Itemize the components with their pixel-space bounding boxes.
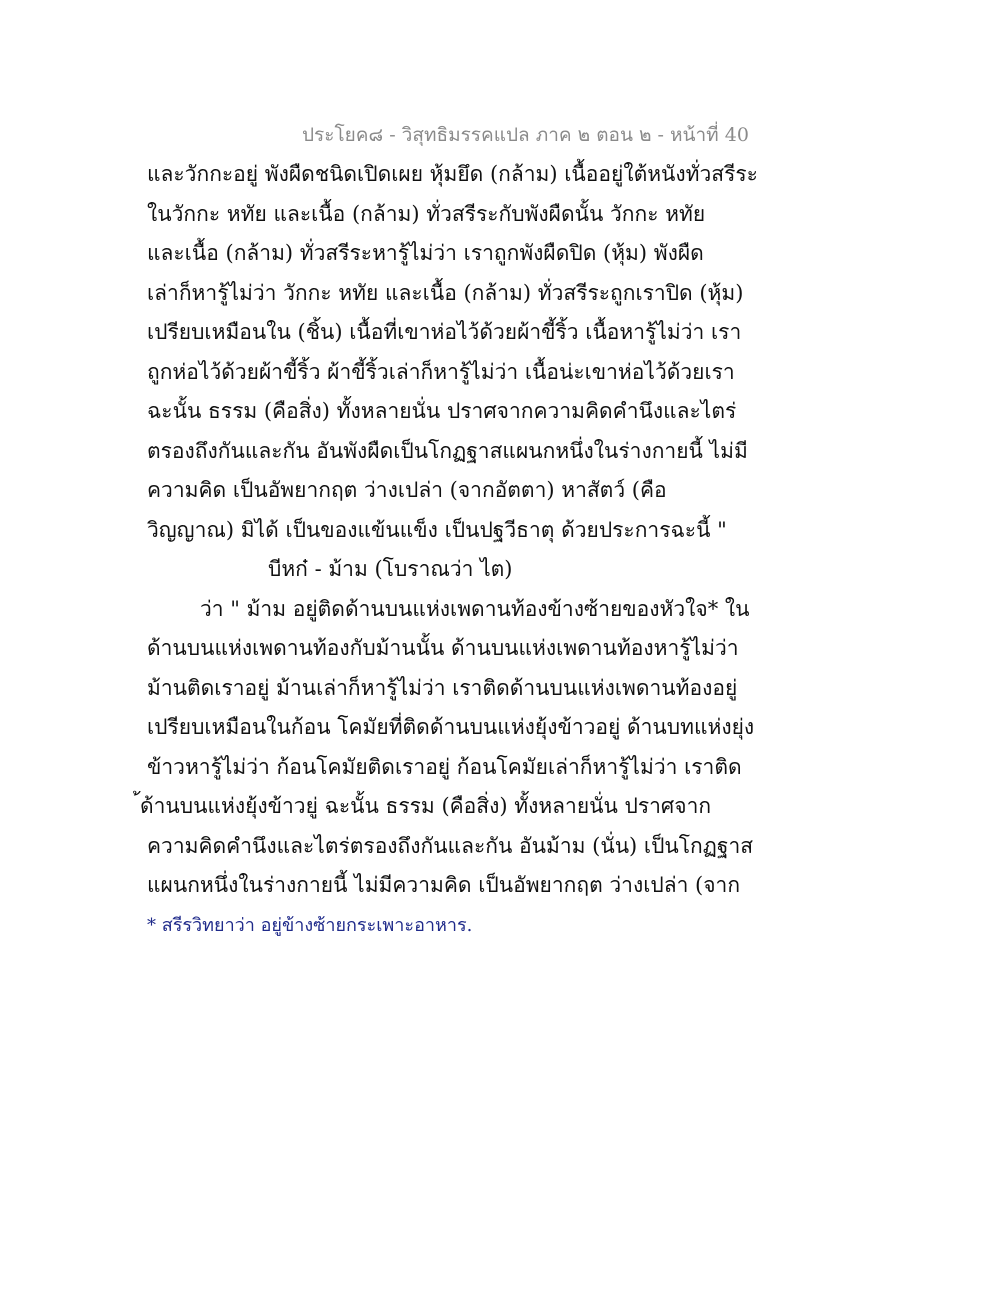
body-line: ความคิดคำนึงและไตร่ตรองถึงกันและกัน อันม้าม (นั่น) เป็นโกฏฐาส <box>147 834 754 858</box>
body-line: ตรองถึงกันและกัน อันพังผืดเป็นโกฏฐาสแผนกหนึ่งในร่างกายนี้ ไม่มี <box>147 439 748 463</box>
body-line: ด้านบนแห่งเพดานท้องกับม้านนั้น ด้านบนแห่งเพดานท้องหารู้ไม่ว่า <box>147 636 739 660</box>
body-line: ความคิด เป็นอัพยากฤต ว่างเปล่า (จากอัตตา) หาสัตว์ (คือ <box>147 478 667 502</box>
body-line: ว่า " ม้าม อยู่ติดด้านบนแห่งเพดานท้องข้างซ้ายของหัวใจ* ใน <box>200 597 750 621</box>
body-line: แผนกหนึ่งในร่างกายนี้ ไม่มีความคิด เป็นอัพยากฤต ว่างเปล่า (จาก <box>147 873 741 897</box>
body-line: ในวักกะ หทัย และเนื้อ (กล้าม) ทั่วสรีระกับพังผืดนั้น วักกะ หทัย <box>147 202 706 226</box>
body-line: และวักกะอยู่ พังผืดชนิดเปิดเผย หุ้มยึด (กล้าม) เนื้ออยู่ใต้หนังทั่วสรีระ <box>147 162 758 186</box>
body-line: และเนื้อ (กล้าม) ทั่วสรีระหารู้ไม่ว่า เราถูกพังผืดปิด (หุ้ม) พังผืด <box>147 241 704 265</box>
body-line: ข้าวหารู้ไม่ว่า ก้อนโคมัยติดเราอยู่ ก้อนโคมัยเล่าก็หารู้ไม่ว่า เราติด <box>147 755 742 779</box>
body-line: ถูกห่อไว้ด้วยผ้าขี้ริ้ว ผ้าขี้ริ้วเล่าก็หารู้ไม่ว่า เนื้อน่ะเขาห่อไว้ด้วยเรา <box>147 360 735 384</box>
body-line: ม้านติดเราอยู่ ม้านเล่าก็หารู้ไม่ว่า เราติดด้านบนแห่งเพดานท้องอยู่ <box>147 676 738 700</box>
body-line: ฉะนั้น ธรรม (คือสิ่ง) ทั้งหลายนั่น ปราศจากความคิดคำนึงและไตร่ <box>147 399 737 423</box>
body-line: เปรียบเหมือนในก้อน โคมัยที่ติดด้านบนแห่งยุ้งข้าวอยู่ ด้านบทแห่งยุ่ง <box>147 715 755 739</box>
running-header: ประโยค๘ - วิสุทธิมรรคแปล ภาค ๒ ตอน ๒ - หน้าที่ 40 <box>302 124 749 146</box>
body-line: ้ด้านบนแห่งยุ้งข้าวยู่ ฉะนั้น ธรรม (คือสิ่ง) ทั้งหลายนั่น ปราศจาก <box>140 794 712 818</box>
footnote: * สรีรวิทยาว่า อยู่ข้างซ้ายกระเพาะอาหาร. <box>147 915 473 936</box>
section-heading: บีหก๋ - ม้าม (โบราณว่า ไต) <box>268 557 513 581</box>
body-line: เปรียบเหมือนใน (ชิ้น) เนื้อที่เขาห่อไว้ด้วยผ้าขี้ริ้ว เนื้อหารู้ไม่ว่า เรา <box>147 320 742 344</box>
body-line: เล่าก็หารู้ไม่ว่า วักกะ หทัย และเนื้อ (กล้าม) ทั่วสรีระถูกเราปิด (หุ้ม) <box>147 281 744 305</box>
body-line: วิญญาณ) มิได้ เป็นของแข้นแข็ง เป็นปฐวีธาตุ ด้วยประการฉะนี้ " <box>147 518 727 542</box>
